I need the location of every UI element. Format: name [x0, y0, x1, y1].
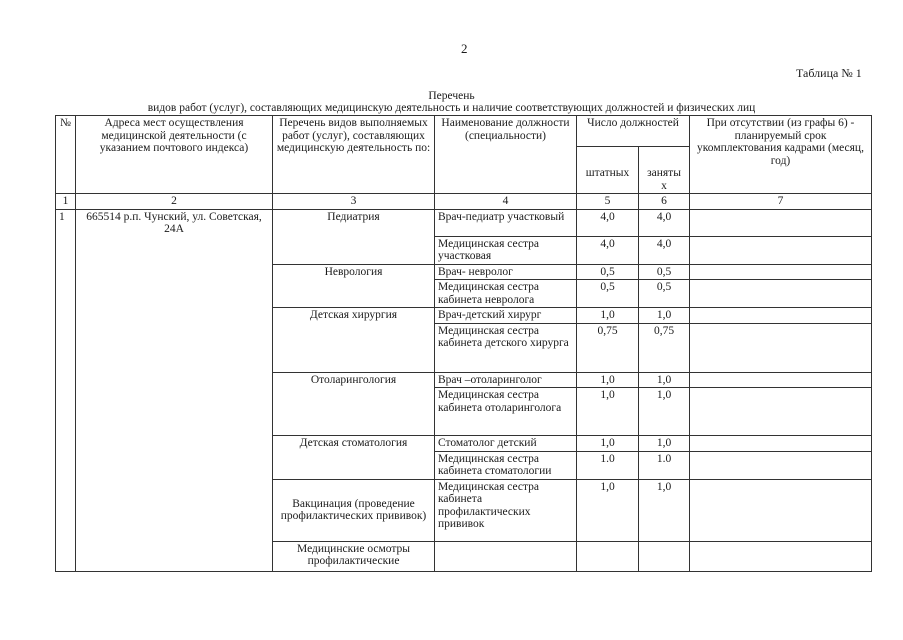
- address-cell: 665514 р.п. Чунский, ул. Советская, 24А: [76, 209, 273, 571]
- planned-date-cell: [690, 323, 872, 372]
- planned-date-cell: [690, 372, 872, 388]
- planned-date-cell: [690, 236, 872, 264]
- position-cell: Медицинская сестра кабинета детского хирурга: [435, 323, 577, 372]
- staff-count-cell: 0,75: [577, 323, 639, 372]
- position-cell: Медицинская сестра кабинета стоматологии: [435, 451, 577, 479]
- planned-date-cell: [690, 388, 872, 436]
- header-planned: При отсутствии (из графы 6) - планируемый срок укомплектования кадрами (месяц, год): [690, 116, 872, 194]
- position-cell: Медицинская сестра кабинета невролога: [435, 280, 577, 308]
- planned-date-cell: [690, 541, 872, 571]
- header-address: Адреса мест осуществления медицинской деятельности (с указанием почтового индекса): [76, 116, 273, 194]
- service-cell: Педиатрия: [273, 209, 435, 264]
- staff-count-cell: 1,0: [577, 308, 639, 324]
- occupied-count-cell: 1,0: [639, 436, 690, 452]
- position-cell: Медицинская сестра участковая: [435, 236, 577, 264]
- staff-count-cell: 1,0: [577, 436, 639, 452]
- header-services: Перечень видов выполняемых работ (услуг), составляющих медицинскую деятельность по:: [273, 116, 435, 194]
- header-occupied: [639, 147, 690, 194]
- occupied-count-cell: 4,0: [639, 209, 690, 236]
- service-cell: Вакцинация (проведение профилактических прививок): [273, 479, 435, 541]
- table-label: Таблица № 1: [796, 66, 862, 80]
- service-cell: Медицинские осмотры профилактические: [273, 541, 435, 571]
- col-number: 3: [273, 194, 435, 210]
- planned-date-cell: [690, 280, 872, 308]
- position-cell: Врач-детский хирург: [435, 308, 577, 324]
- header-position: Наименование должности (специальности): [435, 116, 577, 194]
- occupied-count-cell: 1,0: [639, 479, 690, 541]
- header-occupied-part2: х: [661, 179, 667, 192]
- position-cell: Стоматолог детский: [435, 436, 577, 452]
- occupied-count-cell: 0,5: [639, 280, 690, 308]
- service-cell: Детская стоматология: [273, 436, 435, 480]
- position-cell: Врач –отоларинголог: [435, 372, 577, 388]
- service-cell: Детская хирургия: [273, 308, 435, 373]
- staff-count-cell: 0,5: [577, 264, 639, 280]
- staff-count-cell: 1,0: [577, 372, 639, 388]
- page-number: 2: [461, 41, 468, 56]
- position-cell: Медицинская сестра кабинета профилактических прививок: [435, 479, 577, 541]
- document-subheading: видов работ (услуг), составляющих медицинскую деятельность и наличие соответствующих должностей и физических лиц: [147, 102, 756, 114]
- col-number: 1: [56, 194, 76, 210]
- staff-count-cell: 4,0: [577, 236, 639, 264]
- planned-date-cell: [690, 451, 872, 479]
- position-cell: Медицинская сестра кабинета отоларинголога: [435, 388, 577, 436]
- header-no: №: [56, 116, 76, 194]
- staff-count-cell: 1,0: [577, 388, 639, 436]
- col-number: 4: [435, 194, 577, 210]
- occupied-count-cell: 1.0: [639, 451, 690, 479]
- position-cell: Врач- невролог: [435, 264, 577, 280]
- row-number: 1: [56, 209, 76, 571]
- planned-date-cell: [690, 479, 872, 541]
- occupied-count-cell: 1,0: [639, 372, 690, 388]
- occupied-count-cell: 0,75: [639, 323, 690, 372]
- planned-date-cell: [690, 209, 872, 236]
- occupied-count-cell: 0,5: [639, 264, 690, 280]
- header-count: Число должностей: [577, 116, 690, 147]
- staff-count-cell: 1.0: [577, 451, 639, 479]
- planned-date-cell: [690, 264, 872, 280]
- occupied-count-cell: [639, 541, 690, 571]
- staff-count-cell: 0,5: [577, 280, 639, 308]
- planned-date-cell: [690, 436, 872, 452]
- service-cell: Неврология: [273, 264, 435, 308]
- services-table: [55, 115, 872, 572]
- occupied-count-cell: 1,0: [639, 388, 690, 436]
- occupied-count-cell: 4,0: [639, 236, 690, 264]
- table-row: [56, 209, 872, 236]
- column-number-row: [56, 194, 872, 210]
- col-number: 5: [577, 194, 639, 210]
- col-number: 2: [76, 194, 273, 210]
- document-heading: Перечень: [428, 90, 475, 102]
- occupied-count-cell: 1,0: [639, 308, 690, 324]
- col-number: 6: [639, 194, 690, 210]
- header-occupied-part1: заняты: [647, 167, 681, 179]
- position-cell: Врач-педиатр участковый: [435, 209, 577, 236]
- col-number: 7: [690, 194, 872, 210]
- service-cell: Отоларингология: [273, 372, 435, 436]
- staff-count-cell: 1,0: [577, 479, 639, 541]
- staff-count-cell: [577, 541, 639, 571]
- planned-date-cell: [690, 308, 872, 324]
- position-cell: [435, 541, 577, 571]
- staff-count-cell: 4,0: [577, 209, 639, 236]
- header-staff: штатных: [577, 147, 639, 194]
